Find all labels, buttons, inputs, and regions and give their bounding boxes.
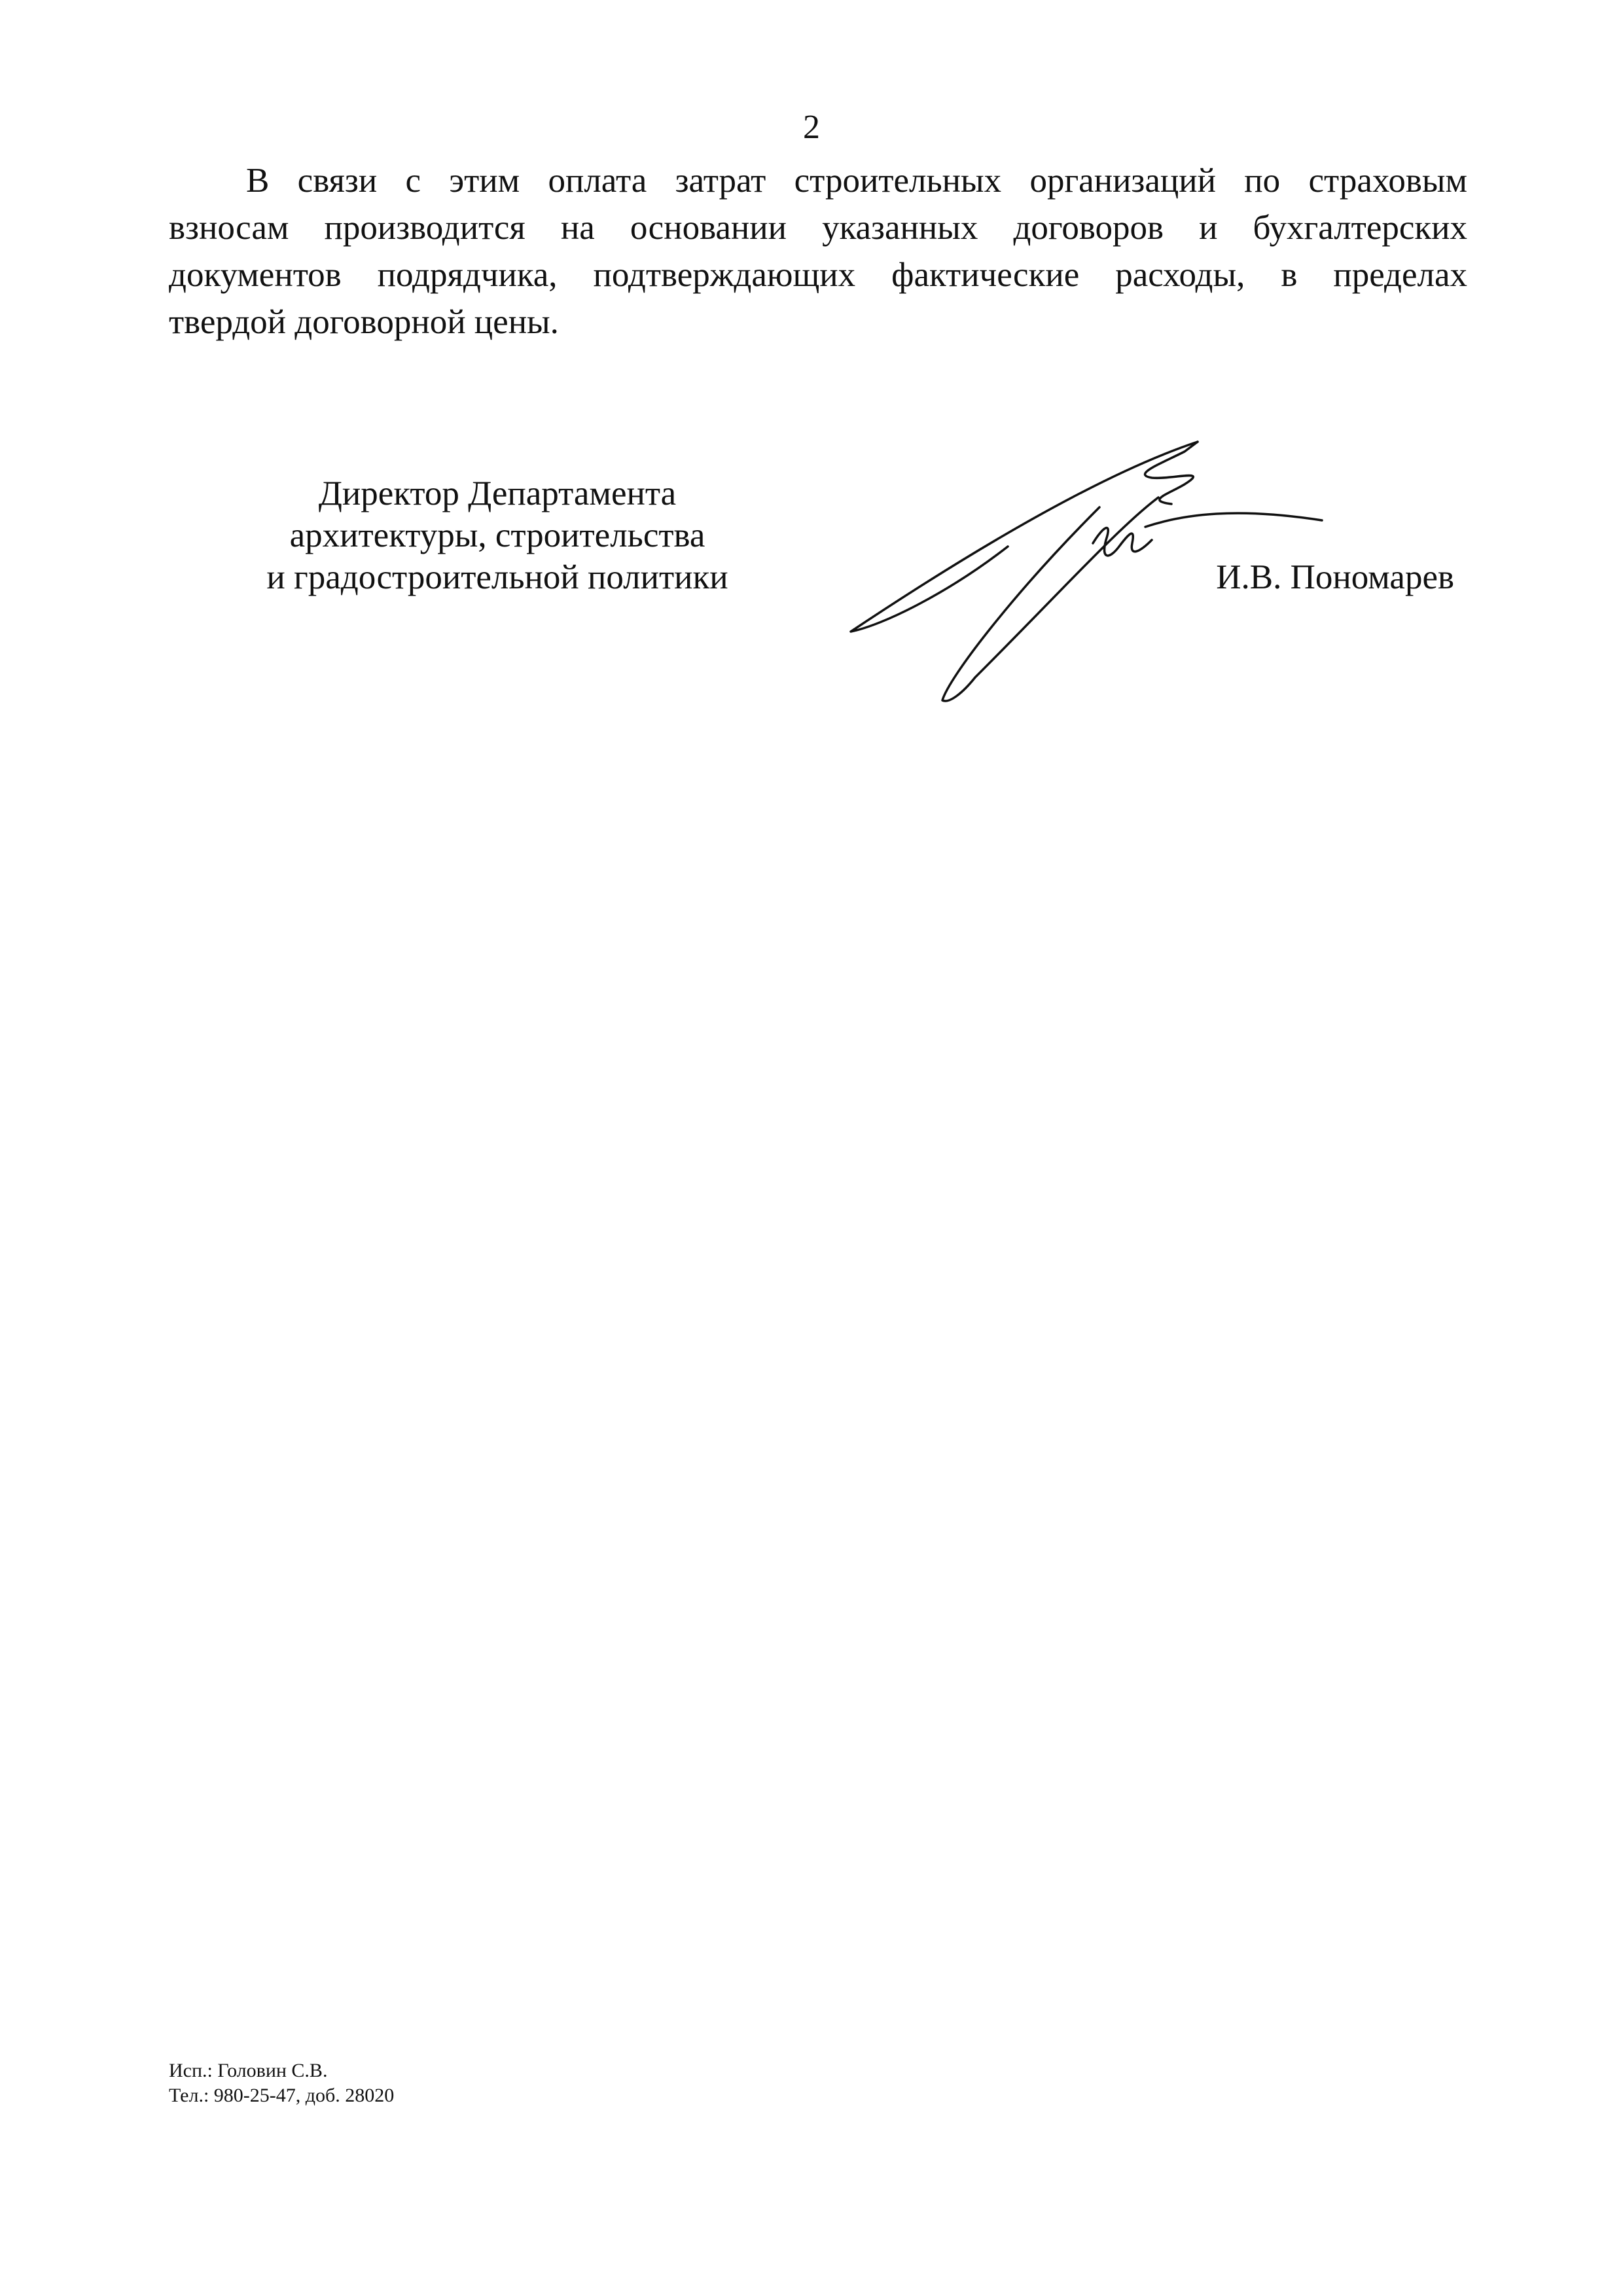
body-line: документов подрядчика, подтверждающих фактические расходы, в пределах [169,256,1467,294]
signatory-title-line: Директор Департамента [318,475,677,512]
signatory-title-line: архитектуры, строительства [289,516,705,554]
signatory-title-line: и градостроительной политики [266,558,728,596]
body-line: В связи с этим оплата затрат строительных организаций по страховым [246,162,1467,200]
signatory-title [223,473,772,598]
executor-name: Исп.: Головин С.В. [169,2060,328,2081]
body-paragraph [169,157,1467,346]
body-line: взносам производится на основании указанных договоров и бухгалтерских [169,209,1467,247]
executor-info [169,2058,394,2108]
body-line: твердой договорной цены. [169,303,559,341]
page-number: 2 [803,109,820,146]
signer-name: И.В. Пономарев [1216,558,1454,596]
executor-phone: Тел.: 980-25-47, доб. 28020 [169,2085,395,2106]
